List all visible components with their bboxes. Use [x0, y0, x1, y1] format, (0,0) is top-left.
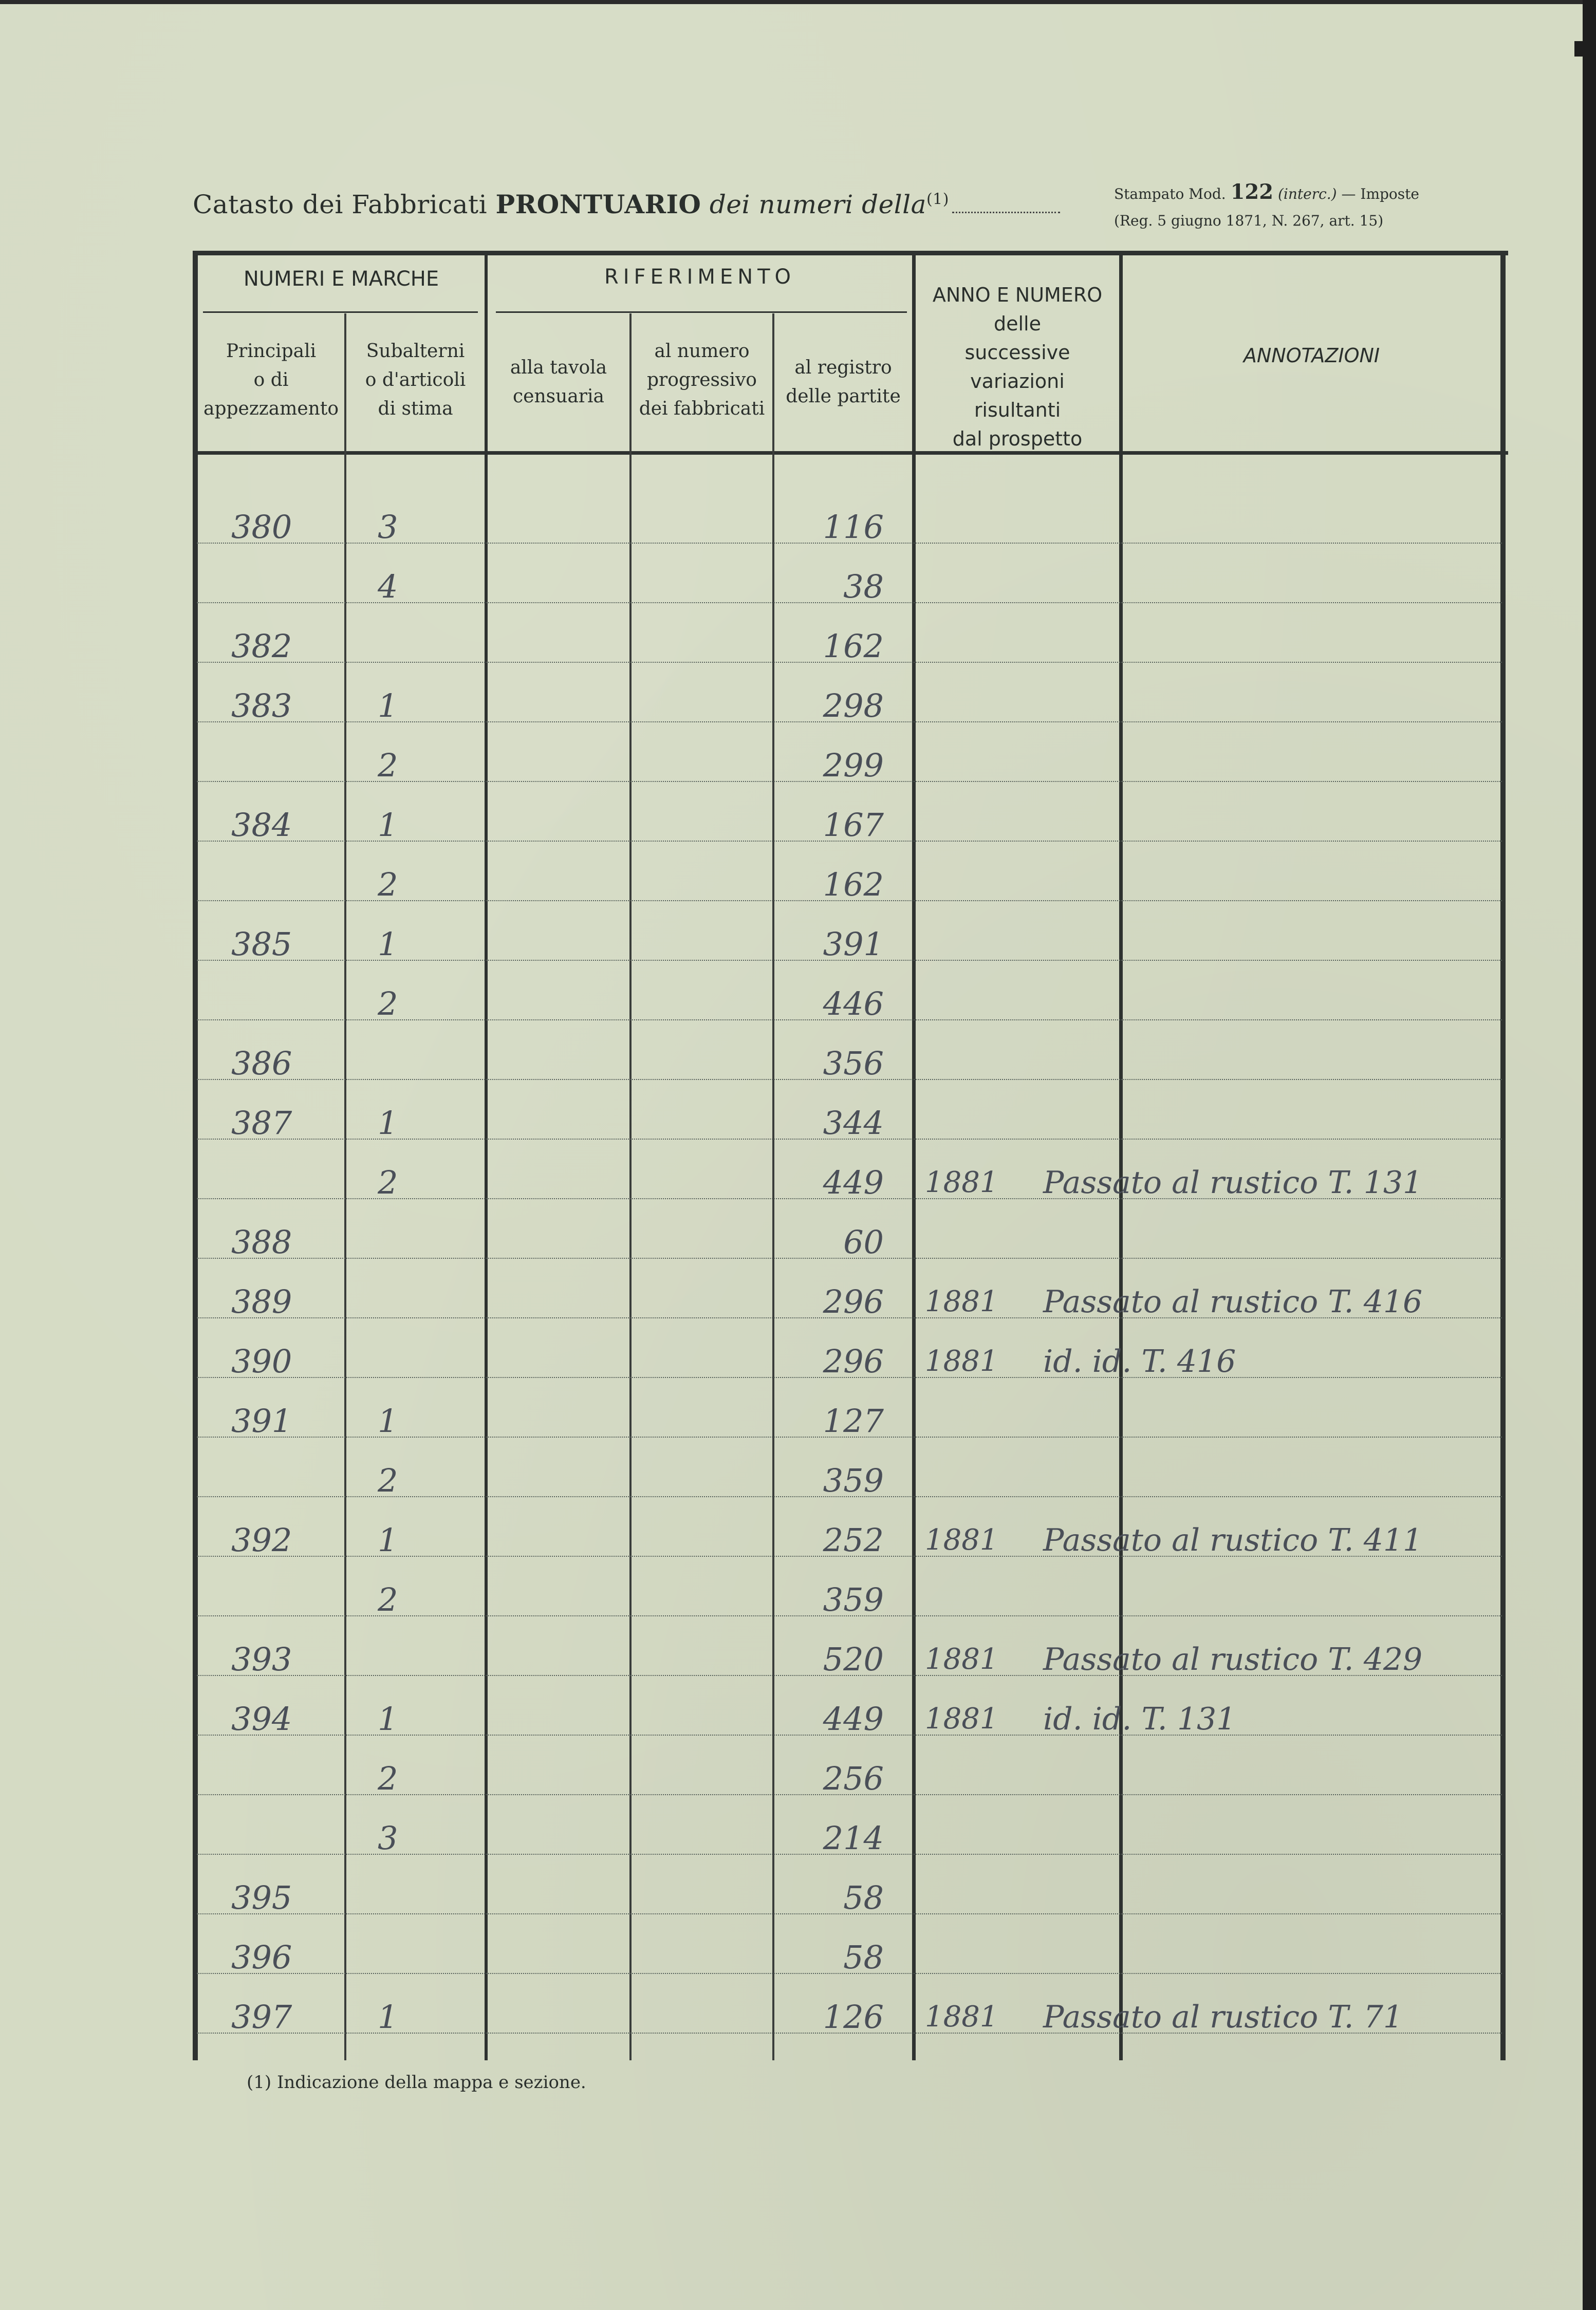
cell-annotazione: id. id. T. 131: [1043, 1701, 1236, 1737]
cell-principale: 382: [231, 627, 292, 665]
header-anno-numero: [916, 281, 1119, 453]
cell-partita: 38: [843, 568, 884, 605]
header-annotazioni: ANNOTAZIONI: [1243, 344, 1380, 367]
cell-principale: 393: [231, 1641, 292, 1678]
partite-line-1: al registro: [794, 357, 892, 378]
cell-partita: 58: [843, 1939, 884, 1976]
col-divider-6: [1119, 252, 1123, 2060]
footnote: (1) Indicazione della mappa e sezione.: [247, 2072, 586, 2093]
principali-line-3: appezzamento: [203, 398, 339, 419]
cell-partita: 356: [823, 1045, 884, 1082]
cell-partita: 391: [823, 925, 884, 963]
cell-partita: 116: [823, 508, 884, 546]
stamp-office: — Imposte: [1341, 185, 1419, 202]
border-right: [1500, 252, 1506, 2060]
cell-partita: 127: [823, 1402, 884, 1440]
scan-edge-top: [0, 0, 1596, 4]
title-bold: PRONTUARIO: [495, 189, 701, 219]
cell-subalterno: 1: [378, 687, 398, 724]
anno-line-3: successive variazioni: [964, 341, 1070, 393]
stamp-model-label: Stampato Mod.: [1114, 185, 1226, 202]
cell-annotazione: id. id. T. 416: [1043, 1344, 1236, 1380]
title-italic: dei numeri della: [709, 190, 926, 219]
cell-principale: 386: [231, 1045, 292, 1082]
header-principali: [198, 337, 344, 423]
col-divider-3: [629, 313, 632, 2060]
subalterni-line-1: Subalterni: [366, 341, 465, 362]
cell-subalterno: 4: [378, 568, 398, 605]
cell-partita: 359: [823, 1462, 884, 1499]
anno-line-4: risultanti: [974, 399, 1061, 421]
riferimento-group-rule: [496, 311, 907, 313]
stamp-model-type: (interc.): [1277, 185, 1337, 202]
partite-line-2: delle partite: [786, 386, 901, 407]
cell-annotazione: Passato al rustico T. 411: [1043, 1522, 1423, 1558]
cell-annotazione: Passato al rustico T. 429: [1043, 1642, 1423, 1678]
cell-partita: 214: [823, 1819, 884, 1857]
title-note: (1): [926, 190, 949, 209]
cell-subalterno: 2: [378, 985, 398, 1022]
print-stamp: [1114, 179, 1419, 234]
cell-anno: 1881: [925, 1702, 998, 1736]
title-dotted-blank: [952, 212, 1060, 213]
cell-principale: 396: [231, 1939, 292, 1976]
cell-principale: 380: [231, 508, 292, 546]
cell-partita: 344: [823, 1104, 884, 1142]
progressivo-line-2: progressivo: [647, 369, 757, 390]
border-left: [193, 251, 198, 2060]
cell-subalterno: 1: [378, 925, 398, 963]
cell-principale: 388: [231, 1223, 292, 1261]
cell-principale: 395: [231, 1879, 292, 1916]
tavola-line-2: censuaria: [513, 386, 604, 407]
cell-subalterno: 3: [378, 508, 398, 546]
cell-subalterno: 2: [378, 1462, 398, 1499]
cell-subalterno: 3: [378, 1819, 398, 1857]
cell-partita: 162: [823, 866, 884, 903]
principali-line-1: Principali: [226, 341, 317, 362]
cell-principale: 385: [231, 925, 292, 963]
cell-partita: 167: [823, 806, 884, 844]
header-numeri-marche: NUMERI E MARCHE: [243, 267, 439, 291]
cell-subalterno: 1: [378, 1521, 398, 1559]
stamp-line-2: (Reg. 5 giugno 1871, N. 267, art. 15): [1114, 212, 1384, 229]
col-divider-1: [344, 313, 346, 2060]
cell-principale: 390: [231, 1343, 292, 1380]
header-subalterni: [346, 337, 485, 423]
cell-anno: 1881: [925, 2000, 998, 2034]
scan-edge-tab: [1574, 41, 1583, 57]
progressivo-line-3: dei fabbricati: [639, 398, 765, 419]
cell-annotazione: Passato al rustico T. 71: [1043, 1999, 1403, 2035]
cell-partita: 256: [823, 1760, 884, 1797]
anno-line-5: dal prospetto: [952, 427, 1083, 450]
cell-principale: 397: [231, 1998, 292, 2036]
numeri-group-rule: [203, 311, 478, 313]
cell-anno: 1881: [925, 1345, 998, 1378]
cell-partita: 60: [843, 1223, 884, 1261]
cell-subalterno: 2: [378, 866, 398, 903]
cell-principale: 384: [231, 806, 292, 844]
cell-subalterno: 1: [378, 1700, 398, 1738]
cell-partita: 449: [823, 1164, 884, 1201]
header-progressivo: [632, 337, 772, 423]
subalterni-line-2: o d'articoli: [365, 369, 466, 390]
progressivo-line-1: al numero: [654, 341, 750, 362]
table-top-border: [193, 251, 1508, 255]
cell-partita: 162: [823, 627, 884, 665]
header-partite: [774, 353, 912, 411]
scan-edge-right: [1583, 0, 1596, 2310]
cell-subalterno: 1: [378, 1104, 398, 1142]
cell-principale: 387: [231, 1104, 292, 1142]
cell-partita: 296: [823, 1283, 884, 1320]
cell-subalterno: 1: [378, 1998, 398, 2036]
cell-partita: 299: [823, 747, 884, 784]
cell-subalterno: 1: [378, 1402, 398, 1440]
subalterni-line-3: di stima: [378, 398, 453, 419]
stamp-line-1: [1114, 179, 1419, 208]
anno-line-1: ANNO E NUMERO: [932, 284, 1103, 306]
cell-principale: 389: [231, 1283, 292, 1320]
cell-anno: 1881: [925, 1285, 998, 1318]
col-divider-5: [912, 252, 916, 2060]
cell-partita: 359: [823, 1581, 884, 1618]
cell-partita: 296: [823, 1343, 884, 1380]
cell-subalterno: 2: [378, 1164, 398, 1201]
cell-principale: 391: [231, 1402, 292, 1440]
cell-subalterno: 2: [378, 1581, 398, 1618]
cell-annotazione: Passato al rustico T. 131: [1043, 1165, 1423, 1201]
cell-subalterno: 2: [378, 747, 398, 784]
col-divider-2: [485, 252, 488, 2060]
cell-partita: 520: [823, 1641, 884, 1678]
cell-anno: 1881: [925, 1166, 998, 1199]
cell-partita: 252: [823, 1521, 884, 1559]
cell-partita: 446: [823, 985, 884, 1022]
principali-line-2: o di: [253, 369, 289, 390]
page-title: [193, 189, 1060, 219]
cell-partita: 298: [823, 687, 884, 724]
header-riferimento: RIFERIMENTO: [604, 265, 796, 289]
cell-principale: 394: [231, 1700, 292, 1738]
cell-partita: 126: [823, 1998, 884, 2036]
header-tavola: [488, 353, 629, 411]
title-prefix: Catasto dei Fabbricati: [193, 190, 488, 219]
tavola-line-1: alla tavola: [510, 357, 607, 378]
stamp-model-number: 122: [1230, 180, 1274, 204]
cell-annotazione: Passato al rustico T. 416: [1043, 1284, 1423, 1320]
cell-principale: 392: [231, 1521, 292, 1559]
anno-line-2: delle: [994, 312, 1041, 335]
cell-principale: 383: [231, 687, 292, 724]
cell-subalterno: 1: [378, 806, 398, 844]
cell-partita: 58: [843, 1879, 884, 1916]
table-header-bottom-border: [193, 451, 1508, 455]
cell-anno: 1881: [925, 1643, 998, 1676]
cell-anno: 1881: [925, 1523, 998, 1557]
cell-subalterno: 2: [378, 1760, 398, 1797]
cell-partita: 449: [823, 1700, 884, 1738]
